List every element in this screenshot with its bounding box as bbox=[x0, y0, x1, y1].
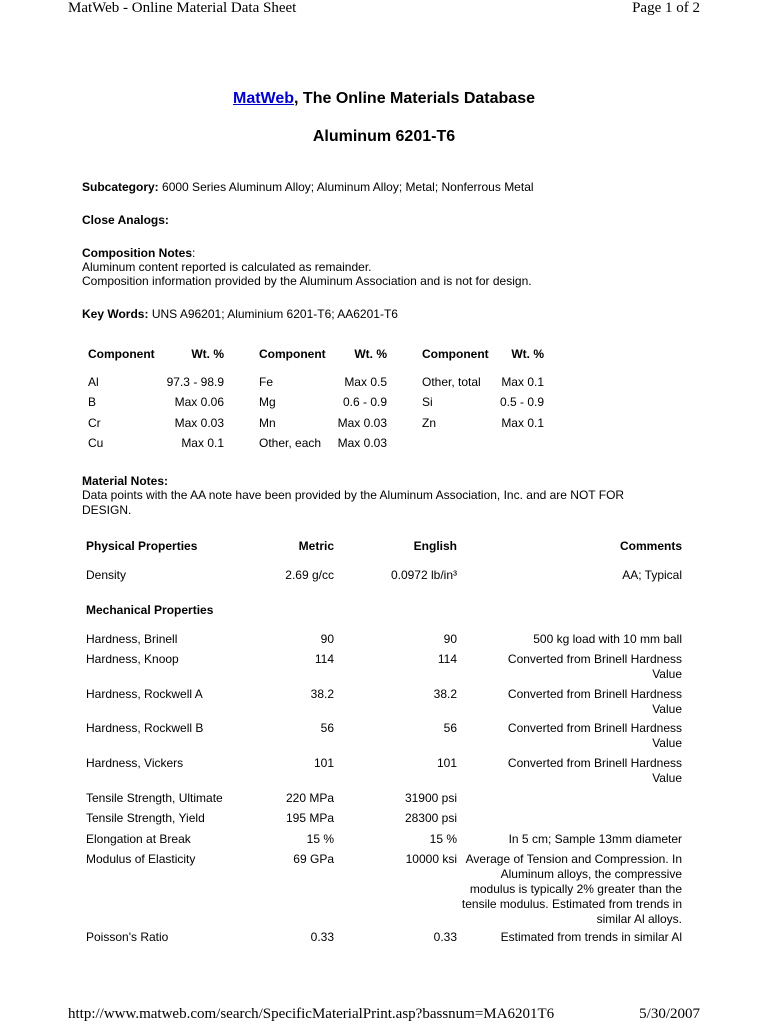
composition-value: Max 0.06 bbox=[174, 395, 224, 409]
property-metric: 0.33 bbox=[310, 930, 334, 944]
composition-header-wt: Wt. % bbox=[511, 347, 544, 361]
property-comment: Estimated from trends in similar Al bbox=[500, 930, 682, 944]
property-metric: 114 bbox=[314, 652, 334, 666]
composition-element: Si bbox=[422, 395, 433, 409]
composition-value: 0.6 - 0.9 bbox=[342, 395, 387, 409]
close-analogs-label: Close Analogs: bbox=[82, 213, 169, 227]
metric-column-heading: Metric bbox=[298, 539, 334, 553]
property-name: Hardness, Brinell bbox=[86, 632, 178, 646]
composition-element: Other, each bbox=[259, 436, 322, 450]
print-header-title: MatWeb - Online Material Data Sheet bbox=[68, 0, 297, 16]
print-header-page: Page 1 of 2 bbox=[632, 0, 700, 16]
property-english: 10000 ksi bbox=[405, 852, 457, 866]
property-metric: 101 bbox=[313, 756, 334, 770]
print-footer-date: 5/30/2007 bbox=[639, 1006, 700, 1022]
mechanical-properties-heading: Mechanical Properties bbox=[86, 603, 214, 617]
property-english: 114 bbox=[437, 652, 457, 666]
property-metric: 195 MPa bbox=[285, 811, 334, 825]
composition-header-wt: Wt. % bbox=[191, 347, 224, 361]
material-notes-text: DESIGN. bbox=[82, 503, 132, 517]
property-metric: 38.2 bbox=[310, 687, 334, 701]
comments-column-heading: Comments bbox=[619, 539, 682, 553]
composition-element: B bbox=[88, 395, 97, 409]
property-comment: AA; Typical bbox=[622, 568, 682, 582]
property-name: Density bbox=[86, 568, 127, 582]
material-notes-text: Data points with the AA note have been provided by the Aluminum Association, Inc. and are NOT FOR bbox=[82, 488, 625, 502]
property-comment: Converted from Brinell Hardness Value bbox=[507, 652, 682, 681]
property-metric: 220 MPa bbox=[285, 791, 334, 805]
composition-element: Zn bbox=[422, 416, 437, 430]
property-comment: 500 kg load with 10 mm ball bbox=[533, 632, 682, 646]
property-metric: 69 GPa bbox=[293, 852, 334, 866]
property-name: Hardness, Rockwell B bbox=[86, 721, 204, 735]
property-english: 90 bbox=[443, 632, 457, 646]
property-name: Hardness, Rockwell A bbox=[86, 687, 203, 701]
matweb-link[interactable]: MatWeb bbox=[232, 90, 295, 107]
composition-note-line: Aluminum content reported is calculated as remainder. bbox=[82, 260, 372, 274]
composition-element: Al bbox=[88, 375, 99, 389]
site-title bbox=[0, 90, 768, 108]
property-comment: Average of Tension and Compression. In Aluminum alloys, the compressive modulus is typically 2% greater than the tensile modulus. Estimated from trends in similar Al alloys. bbox=[461, 852, 682, 926]
composition-element: Cu bbox=[88, 436, 104, 450]
property-name: Tensile Strength, Yield bbox=[86, 811, 205, 825]
composition-notes-colon: : bbox=[192, 246, 196, 260]
property-name: Hardness, Knoop bbox=[86, 652, 179, 666]
key-words-label: Key Words: bbox=[82, 307, 149, 321]
property-english: 56 bbox=[443, 721, 457, 735]
property-english: 0.33 bbox=[433, 930, 457, 944]
property-english: 38.2 bbox=[433, 687, 457, 701]
physical-properties-heading: Physical Properties bbox=[86, 539, 198, 553]
site-title-rest: , The Online Materials Database bbox=[294, 90, 535, 107]
composition-value: 0.5 - 0.9 bbox=[499, 395, 544, 409]
composition-notes-label: Composition Notes bbox=[82, 246, 192, 260]
english-column-heading: English bbox=[413, 539, 457, 553]
property-metric: 15 % bbox=[306, 832, 334, 846]
composition-element: Other, total bbox=[422, 375, 481, 389]
property-metric: 90 bbox=[320, 632, 334, 646]
property-name: Modulus of Elasticity bbox=[86, 852, 196, 866]
composition-value: Max 0.03 bbox=[337, 416, 387, 430]
composition-value: 97.3 - 98.9 bbox=[166, 375, 224, 389]
material-title: Aluminum 6201-T6 bbox=[312, 128, 456, 145]
print-footer-url: http://www.matweb.com/search/SpecificMaterialPrint.asp?bassnum=MA6201T6 bbox=[68, 1006, 555, 1022]
property-comment: Converted from Brinell Hardness Value bbox=[507, 756, 682, 785]
property-english: 28300 psi bbox=[404, 811, 457, 825]
composition-value: Max 0.1 bbox=[181, 436, 224, 450]
composition-element: Fe bbox=[259, 375, 274, 389]
composition-header-component: Component bbox=[259, 347, 326, 361]
property-metric: 2.69 g/cc bbox=[285, 568, 334, 582]
composition-value: Max 0.1 bbox=[501, 375, 544, 389]
subcategory-label: Subcategory: bbox=[82, 180, 159, 194]
property-comment: In 5 cm; Sample 13mm diameter bbox=[508, 832, 682, 846]
subcategory-line bbox=[82, 180, 534, 194]
property-english: 31900 psi bbox=[404, 791, 457, 805]
material-notes-label: Material Notes: bbox=[82, 474, 169, 488]
composition-value: Max 0.03 bbox=[174, 416, 224, 430]
composition-element: Cr bbox=[88, 416, 101, 430]
composition-value: Max 0.1 bbox=[501, 416, 544, 430]
composition-note-line: Composition information provided by the Aluminum Association and is not for design. bbox=[82, 274, 532, 288]
property-comment: Converted from Brinell Hardness Value bbox=[507, 721, 682, 750]
property-comment: Converted from Brinell Hardness Value bbox=[507, 687, 682, 716]
subcategory-value: 6000 Series Aluminum Alloy; Aluminum Alloy; Metal; Nonferrous Metal bbox=[162, 180, 534, 194]
composition-value: Max 0.03 bbox=[337, 436, 387, 450]
composition-header-component: Component bbox=[422, 347, 489, 361]
key-words-line bbox=[82, 307, 398, 321]
property-english: 15 % bbox=[429, 832, 457, 846]
property-name: Poisson's Ratio bbox=[86, 930, 169, 944]
composition-header-component: Component bbox=[88, 347, 155, 361]
property-name: Elongation at Break bbox=[86, 832, 191, 846]
composition-element: Mg bbox=[259, 395, 276, 409]
property-metric: 56 bbox=[320, 721, 334, 735]
property-english: 101 bbox=[436, 756, 457, 770]
property-english: 0.0972 lb/in³ bbox=[390, 568, 457, 582]
composition-header-wt: Wt. % bbox=[354, 347, 387, 361]
composition-value: Max 0.5 bbox=[344, 375, 387, 389]
property-name: Tensile Strength, Ultimate bbox=[86, 791, 223, 805]
property-name: Hardness, Vickers bbox=[86, 756, 184, 770]
composition-element: Mn bbox=[259, 416, 276, 430]
composition-notes-heading bbox=[82, 246, 195, 260]
key-words-value: UNS A96201; Aluminium 6201-T6; AA6201-T6 bbox=[151, 307, 398, 321]
